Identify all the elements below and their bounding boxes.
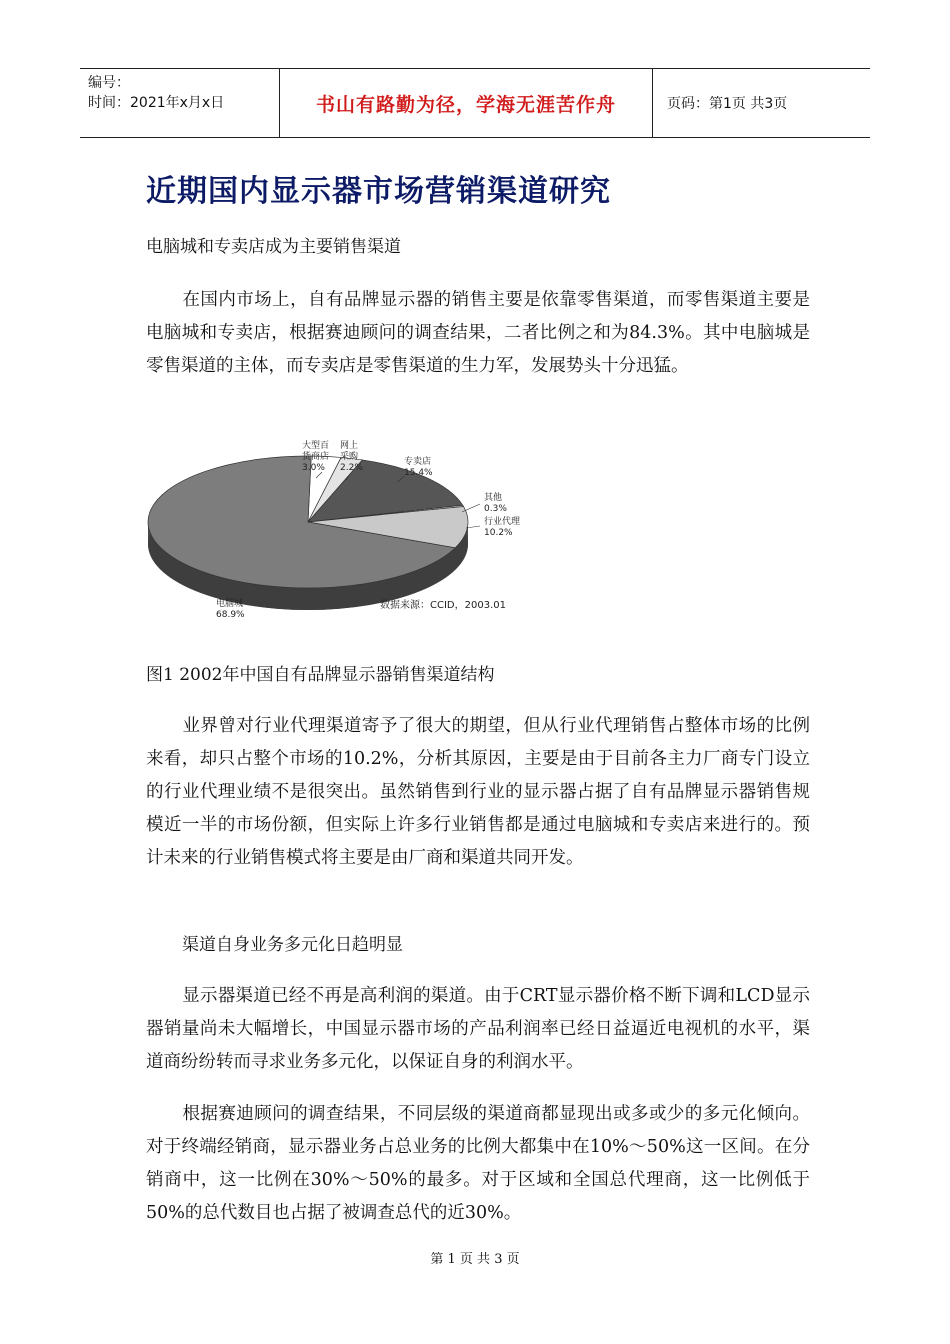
page-title: 近期国内显示器市场营销渠道研究 [146,174,611,209]
paragraph-2: 业界曾对行业代理渠道寄予了很大的期望，但从行业代理销售占整体市场的比例来看，却只占整个市场的10.2%，分析其原因，主要是由于目前各主力厂商专门设立的行业代理业绩不是很突出。虽然销售到行业的显示器占据了自有品牌显示器销售规模近一半的市场份额，但实际上许多行业销售都是通过电脑城和专卖店来进行的。预计未来的行业销售模式将主要是由厂商和渠道共同开发。 [146,716,810,868]
label-computer-mall: 电脑城 [216,599,244,609]
section-heading-1: 电脑城和专卖店成为主要销售渠道 [146,237,401,257]
page-footer: 第 1 页 共 3 页 [430,1252,520,1267]
label-agent: 行业代理 [484,517,521,527]
page-header [80,68,870,138]
label-store-b: 货商店 [302,452,330,462]
paragraph-1: 在国内市场上，自有品牌显示器的销售主要是依靠零售渠道，而零售渠道主要是电脑城和专卖店，根据赛迪顾问的调查结果，二者比例之和为84.3%。其中电脑城是零售渠道的主体，而专卖店是零售渠道的生力军，发展势头十分迅猛。 [146,290,810,376]
motto: 书山有路勤为径，学海无涯苦作舟 [315,93,616,116]
figure-caption: 图1 2002年中国自有品牌显示器销售渠道结构 [146,665,495,685]
header-motto-cell [280,69,653,137]
chart-source: 数据来源：CCID，2003.01 [380,600,506,611]
label-other-pct: 0.3% [484,504,507,514]
paragraph-4: 根据赛迪顾问的调查结果，不同层级的渠道商都显现出或多或少的多元化倾向。对于终端经销商，显示器业务占总业务的比例大都集中在10%～50%这一区间。在分销商中，这一比例在30%～50%的最多。对于区域和全国总代理商，这一比例低于50%的总代数目也占据了被调查总代的近30%。 [146,1104,810,1223]
section-heading-2: 渠道自身业务多元化日趋明显 [182,935,403,955]
label-specialty-pct: 15.4% [404,468,433,478]
label-online-pct: 2.2% [340,463,363,473]
time-label: 时间：2021年x月x日 [88,95,225,111]
label-agent-pct: 10.2% [484,528,513,538]
page-code: 页码：第1页 共3页 [667,96,788,112]
label-computer-mall-pct: 68.9% [216,610,245,620]
number-label: 编号： [88,75,130,91]
label-other: 其他 [484,493,503,503]
label-online-b: 采购 [340,452,359,462]
paragraph-3: 显示器渠道已经不再是高利润的渠道。由于CRT显示器价格不断下调和LCD显示器销量尚未大幅增长，中国显示器市场的产品利润率已经日益逼近电视机的水平，渠道商纷纷转而寻求业务多元化，以保证自身的利润水平。 [146,986,810,1072]
label-specialty: 专卖店 [404,457,432,467]
label-store-a: 大型百 [302,441,330,451]
label-online-a: 网上 [340,441,359,451]
label-store-pct: 3.0% [302,463,325,473]
channel-pie-chart [140,436,550,632]
header-meta [80,69,280,137]
